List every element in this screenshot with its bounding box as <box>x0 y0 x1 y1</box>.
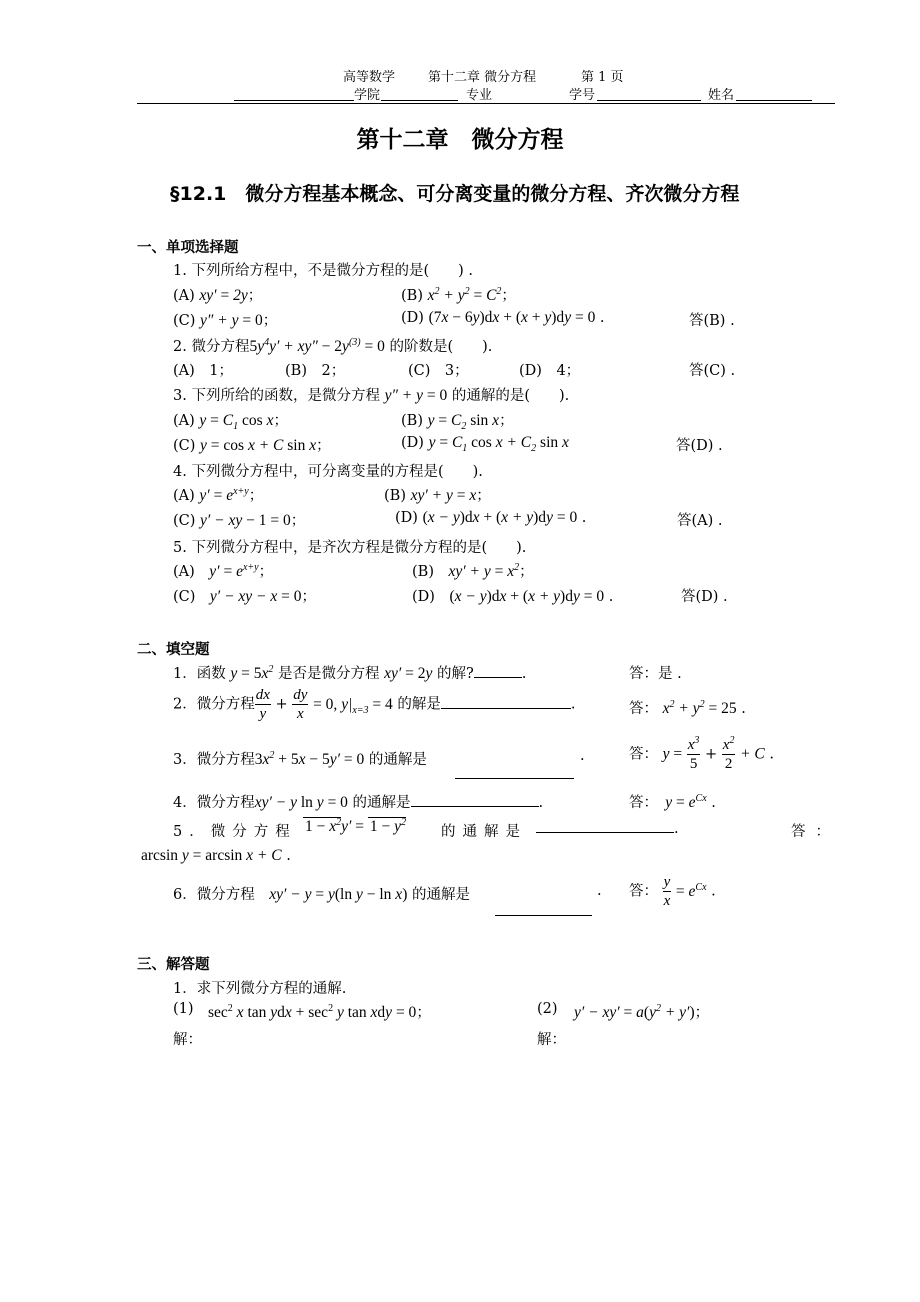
header-course: 高等数学 <box>343 70 396 85</box>
fill-q5: 5．微分方程 <box>173 824 297 840</box>
fill-q2: 2．微分方程 $\frac{dx}{y}$ + $\frac{dy}{x}$ = 0, $y|_{x=3} = 4$ 的解是 . <box>173 687 576 722</box>
part2-heading: 二、填空题 <box>137 642 210 658</box>
part3-heading: 三、解答题 <box>137 957 210 973</box>
solve-q1-part1-label: (1) <box>173 1001 194 1017</box>
q5-option-c: (C) y′ − xy − x = 0； <box>173 588 316 605</box>
q1-option-a: (A) xy′ = 2y； <box>173 287 263 304</box>
q4-option-a: (A) $y' = e^{x+y}$； <box>173 485 264 504</box>
name-blank <box>736 85 812 101</box>
q5-option-d: (D) (x − y)dx + (x + y)dy = 0 . <box>412 588 614 605</box>
q4-option-b: (B) xy′ + y = x； <box>384 487 491 504</box>
q3-option-d: (D) $y = C_1$ $\cos x + C_2$ sin x <box>401 434 569 455</box>
header-chapter: 第十二章 微分方程 <box>428 70 537 85</box>
solve-q1-part2-label: (2) <box>537 1001 558 1017</box>
q2-option-d: (D) 4； <box>519 363 581 379</box>
fill-q6-blank <box>495 915 592 916</box>
fill-q3-blank <box>455 778 574 779</box>
q5-answer: 答(D) . <box>681 589 728 605</box>
q1-option-b: (B) $x^2 + y^2 = C^2$； <box>401 285 516 304</box>
fill-q5-answer: arcsin y = arcsin x + C . <box>141 847 291 864</box>
student-id-label: 学号 <box>569 88 596 103</box>
fill-q6-answer: 答： $\frac{y}{x}$ = $e^{Cx}$ . <box>629 874 716 909</box>
solve-q1-stem: 1．求下列微分方程的通解. <box>173 981 347 997</box>
fill-q5-answer-label: 答： <box>791 824 840 840</box>
solve-q1-part1-solution: 解： <box>173 1032 202 1048</box>
student-id-blank <box>597 85 701 101</box>
college-blank-2 <box>381 85 458 101</box>
q2-option-c: (C) 3； <box>408 363 469 379</box>
fill-q6-period: . <box>597 883 602 899</box>
q2-answer: 答(C) . <box>689 363 736 379</box>
header-rule <box>137 103 835 104</box>
college-blank <box>234 85 354 101</box>
fill-q2-answer: 答： $x^2 + y^2 = 25$ . <box>629 698 746 717</box>
q1-answer: 答(B) . <box>689 313 735 329</box>
fill-q4-answer: 答： $y = e^{Cx}$ . <box>629 792 716 811</box>
solve-q1-part2-equation: $y' - xy' = a(y^2 + y')$； <box>574 1002 710 1021</box>
part1-heading: 一、单项选择题 <box>137 240 239 256</box>
fill-q3: 3．微分方程$3x^2 + 5x - 5y' = 0$ 的通解是 <box>173 749 427 768</box>
chapter-title: 第十二章 微分方程 <box>356 127 564 153</box>
section-title: §12.1 微分方程基本概念、可分离变量的微分方程、齐次微分方程 <box>170 183 740 205</box>
q1-stem: 1. 下列所给方程中，不是微分方程的是( ) . <box>173 263 473 279</box>
q1-option-c: (C) y″ + y = 0； <box>173 312 278 329</box>
fill-q3-answer: 答： y = $\frac{x^3}{5}$ + $\frac{x^2}{2}$ + C . <box>629 735 774 772</box>
q2-option-a: (A) 1； <box>173 363 234 379</box>
fill-q1-answer: 答：是 . <box>629 666 682 682</box>
q3-answer: 答(D) . <box>676 438 723 454</box>
fill-q3-period: . <box>580 748 585 764</box>
solve-q1-part1-equation: $\sec^2 x$ tan ydx + $\sec^2 y$ tan xdy = 0； <box>208 1002 431 1021</box>
fill-q4: 4．微分方程xy′ − y ln y = 0 的通解是 . <box>173 794 544 811</box>
q4-stem: 4. 下列微分方程中，可分离变量的方程是( ). <box>173 464 483 480</box>
college-label: 学院 <box>354 88 381 103</box>
q3-option-a: (A) $y = C_1$ cos x； <box>173 412 288 433</box>
q5-stem: 5. 下列微分方程中，是齐次方程是微分方程的是( ). <box>173 540 527 556</box>
q3-stem: 3. 下列所给的函数，是微分方程 y″ + y = 0 的通解的是( ). <box>173 387 570 404</box>
fill-q5-equation: $1 - x^2y' = 1 - y^2$ <box>305 816 407 835</box>
q5-option-b: (B) $xy' + y = x^2$； <box>412 561 534 580</box>
q2-stem: 2. 微分方程$5y^4y' + xy'' - 2y^{(3)} = 0$ 的阶数是( ). <box>173 336 493 355</box>
fill-q6: 6．微分方程 xy′ − y = y(ln y − ln x) 的通解是 <box>173 886 470 903</box>
fill-q5-blank: . <box>536 821 679 837</box>
fill-q5-mid: 的通解是 <box>441 824 527 840</box>
fill-q1: 1．函数 $y = 5x^2$ 是否是微分方程 xy′ = 2y 的解? . <box>173 663 527 682</box>
q3-option-c: (C) y = cos x + C sin x； <box>173 437 331 454</box>
q3-option-b: (B) $y = C_2$ sin x； <box>401 412 514 433</box>
q5-option-a: (A) $y' = e^{x+y}$； <box>173 561 274 580</box>
q4-option-d: (D) (x − y)dx + (x + y)dy = 0 . <box>395 509 587 526</box>
q4-answer: 答(A) . <box>677 513 723 529</box>
header-page: 第 1 页 <box>581 70 624 85</box>
major-label: 专业 <box>466 88 493 103</box>
solve-q1-part2-solution: 解： <box>537 1032 566 1048</box>
q4-option-c: (C) y′ − xy − 1 = 0； <box>173 512 306 529</box>
q1-option-d: (D) (7x − 6y)dx + (x + y)dy = 0 . <box>401 309 605 326</box>
name-label: 姓名 <box>708 88 735 103</box>
q2-option-b: (B) 2； <box>285 363 346 379</box>
